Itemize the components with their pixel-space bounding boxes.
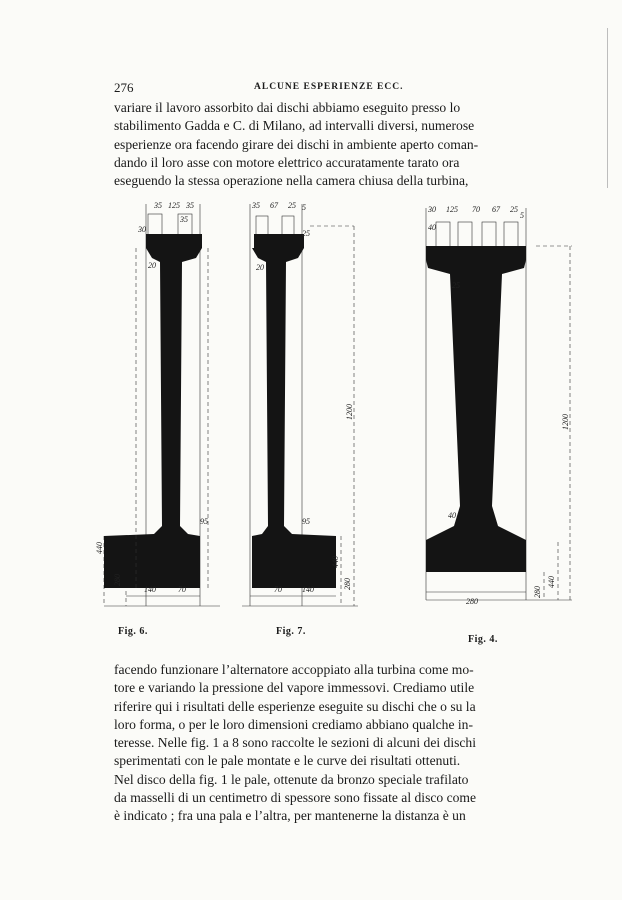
text-line: stabilimento Gadda e C. di Milano, ad intervalli diversi, numerose (114, 118, 475, 134)
fig4-neck-dim: 25 (452, 281, 460, 290)
fig7-top-dim: 35 (252, 201, 260, 210)
fig4-ring-dim: 5 (520, 211, 524, 220)
fig6-left-dim: 280 (113, 574, 122, 586)
figure-6-drawing (95, 201, 220, 606)
fig6-top-dim: 35 (186, 201, 194, 210)
page-edge-line (607, 28, 608, 188)
text-line: teresse. Nelle fig. 1 a 8 sono raccolte le sezioni di alcuni dei dischi (114, 735, 476, 751)
running-title: ALCUNE ESPERIENZE ECC. (254, 82, 404, 92)
fig4-left-dim: 440 (547, 576, 556, 588)
fig4-top-dim: 70 (472, 205, 480, 214)
text-line: variare il lavoro assorbito dai dischi abbiamo eseguito presso lo (114, 100, 461, 115)
fig4-bottom-dim: 280 (466, 597, 478, 606)
fig7-bottom-dim: 140 (302, 585, 314, 594)
text-line: loro forma, o per le loro dimensioni crediamo abbiano qualche in- (114, 716, 473, 732)
fig4-base-dim: 40 (448, 511, 456, 520)
disc-sections-drawing (96, 196, 576, 656)
fig6-neck-dim: 20 (148, 261, 156, 270)
text-line: eseguendo la stessa operazione nella camera chiusa della turbina, (114, 173, 469, 189)
fig6-ring-dim: 30 (138, 225, 146, 234)
text-line: da masselli di un centimetro di spessore sono fissate al disco come (114, 790, 477, 806)
paragraph-bottom (114, 661, 570, 826)
fig4-caption: Fig. 4. (468, 634, 498, 645)
fig4-top-dim: 25 (510, 205, 518, 214)
fig7-neck-dim: 20 (256, 263, 264, 272)
fig4-height-dim: 1200 (561, 414, 570, 430)
fig4-left-dim: 280 (533, 586, 542, 598)
fig7-top-dim: 25 (288, 201, 296, 210)
text-line: è indicato ; fra una pala e l’altra, per mantenerne la distanza è un (114, 808, 466, 824)
fig7-top-dim: 67 (270, 201, 278, 210)
text-line: dando il loro asse con motore elettrico accuratamente tarato ora (114, 154, 460, 170)
text-line: riferire qui i risultati delle esperienze eseguite su dischi che o su la (114, 698, 476, 714)
fig6-base-dim: 95 (200, 517, 208, 526)
figure-4-drawing (426, 205, 572, 606)
fig6-caption: Fig. 6. (118, 626, 148, 637)
fig7-ring-dim: 25 (302, 229, 310, 238)
fig6-top-dim: 35 (154, 201, 162, 210)
fig6-ring-dim: 35 (180, 215, 188, 224)
fig7-ring-dim: 5 (302, 203, 306, 212)
text-line: facendo funzionare l’alternatore accoppiato alla turbina come mo- (114, 662, 474, 677)
fig6-bottom-dim: 70 (178, 585, 186, 594)
fig4-top-dim: 30 (428, 205, 436, 214)
text-line: Nel disco della fig. 1 le pale, ottenute da bronzo speciale trafilato (114, 771, 469, 787)
figures-area (96, 196, 576, 656)
fig6-left-dim: 440 (95, 542, 104, 554)
fig7-left-dim: 440 (331, 556, 340, 568)
fig4-top-dim: 125 (446, 205, 458, 214)
fig4-top-dim: 67 (492, 205, 500, 214)
text-line: tore e variando la pressione del vapore immessovi. Crediamo utile (114, 680, 475, 696)
fig7-bottom-dim: 70 (274, 585, 282, 594)
fig6-bottom-dim: 140 (144, 585, 156, 594)
fig7-left-dim: 280 (343, 578, 352, 590)
fig6-top-dim: 125 (168, 201, 180, 210)
fig7-caption: Fig. 7. (276, 626, 306, 637)
paragraph-top (114, 99, 570, 190)
text-line: sperimentati con le pale montate e le curve dei risultati ottenuti. (114, 753, 461, 769)
figure-7-drawing (242, 201, 358, 606)
fig7-height-dim: 1200 (345, 404, 354, 420)
fig7-base-dim: 95 (302, 517, 310, 526)
page-header (114, 80, 570, 98)
page-number: 276 (114, 80, 134, 95)
fig4-ring-dim: 40 (428, 223, 436, 232)
text-line: esperienze ora facendo girare dei dischi in ambiente aperto coman- (114, 136, 479, 152)
